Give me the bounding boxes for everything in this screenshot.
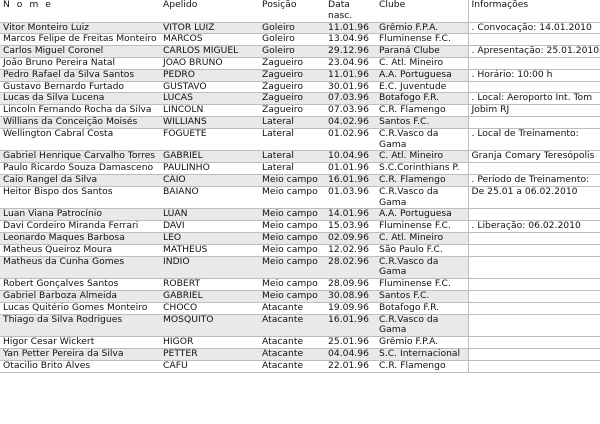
player-birthdate: 23.04.96 — [325, 57, 376, 69]
player-position: Meio campo — [259, 186, 325, 209]
table-row — [0, 244, 600, 256]
player-position: Lateral — [259, 128, 325, 151]
player-nickname: LUAN — [160, 209, 259, 221]
player-position: Atacante — [259, 348, 325, 360]
player-name: Lucas Quitério Gomes Monteiro — [0, 302, 160, 314]
player-birthdate: 15.03.96 — [325, 221, 376, 233]
player-position: Lateral — [259, 116, 325, 128]
player-name: Yan Petter Pereira da Silva — [0, 348, 160, 360]
player-name: Gabriel Henrique Carvalho Torres — [0, 151, 160, 163]
player-birthdate: 10.04.96 — [325, 151, 376, 163]
player-position: Goleiro — [259, 34, 325, 46]
table-row — [0, 186, 600, 209]
player-position: Meio campo — [259, 232, 325, 244]
player-birthdate: 07.03.96 — [325, 105, 376, 117]
table-row — [0, 34, 600, 46]
header-apelido: Apelido — [160, 0, 259, 22]
player-position: Zagueiro — [259, 69, 325, 81]
player-birthdate: 16.01.96 — [325, 314, 376, 337]
header-nome: N o m e — [0, 0, 160, 22]
player-club: Santos F.C. — [376, 290, 468, 302]
player-club: Fluminense F.C. — [376, 34, 468, 46]
player-nickname: PETTER — [160, 348, 259, 360]
player-nickname: CHOCO — [160, 302, 259, 314]
player-name: Carlos Miguel Coronel — [0, 46, 160, 58]
header-informacoes: Informações — [468, 0, 600, 22]
player-name: Lincoln Fernando Rocha da Silva — [0, 105, 160, 117]
info-note — [468, 163, 600, 175]
info-note — [468, 256, 600, 279]
player-club: C.R. Flamengo — [376, 360, 468, 372]
table-row — [0, 302, 600, 314]
player-club: Botafogo F.R. — [376, 93, 468, 105]
player-nickname: MATHEUS — [160, 244, 259, 256]
player-nickname: HIGOR — [160, 337, 259, 349]
player-position: Zagueiro — [259, 93, 325, 105]
player-position: Meio campo — [259, 244, 325, 256]
table-row — [0, 81, 600, 93]
player-position: Meio campo — [259, 256, 325, 279]
player-club: C. Atl. Mineiro — [376, 232, 468, 244]
player-birthdate: 01.01.96 — [325, 163, 376, 175]
table-row — [0, 163, 600, 175]
table-row — [0, 209, 600, 221]
table-row — [0, 232, 600, 244]
player-name: Luan Viana Patrocínio — [0, 209, 160, 221]
player-birthdate: 04.04.96 — [325, 348, 376, 360]
player-club: Fluminense F.C. — [376, 221, 468, 233]
player-birthdate: 14.01.96 — [325, 209, 376, 221]
table-row — [0, 348, 600, 360]
player-nickname: GABRIEL — [160, 151, 259, 163]
table-row — [0, 360, 600, 372]
player-nickname: LEO — [160, 232, 259, 244]
info-note — [468, 348, 600, 360]
info-note: De 25.01 a 06.02.2010 — [468, 186, 600, 209]
player-name: Lucas da Silva Lucena — [0, 93, 160, 105]
player-position: Meio campo — [259, 279, 325, 291]
player-position: Meio campo — [259, 174, 325, 186]
info-note — [468, 209, 600, 221]
player-name: Paulo Ricardo Souza Damasceno — [0, 163, 160, 175]
player-birthdate: 01.02.96 — [325, 128, 376, 151]
info-note — [468, 290, 600, 302]
player-nickname: PAULINHO — [160, 163, 259, 175]
player-nickname: MARCOS — [160, 34, 259, 46]
info-note — [468, 57, 600, 69]
player-nickname: DAVI — [160, 221, 259, 233]
table-row — [0, 22, 600, 34]
player-club: Fluminense F.C. — [376, 279, 468, 291]
player-club: C.R.Vasco da Gama — [376, 256, 468, 279]
player-position: Atacante — [259, 337, 325, 349]
player-birthdate: 29.12.96 — [325, 46, 376, 58]
player-nickname: CAFÚ — [160, 360, 259, 372]
player-name: Matheus Queiroz Moura — [0, 244, 160, 256]
player-position: Goleiro — [259, 22, 325, 34]
table-row — [0, 314, 600, 337]
player-name: Gustavo Bernardo Furtado — [0, 81, 160, 93]
player-nickname: ROBERT — [160, 279, 259, 291]
player-name: Robert Gonçalves Santos — [0, 279, 160, 291]
info-note: . Liberação: 06.02.2010 — [468, 221, 600, 233]
player-name: Gabriel Barboza Almeida — [0, 290, 160, 302]
player-birthdate: 12.02.96 — [325, 244, 376, 256]
player-name: Pedro Rafael da Silva Santos — [0, 69, 160, 81]
info-note: . Período de Treinamento: — [468, 174, 600, 186]
player-club: A.A. Portuguesa — [376, 69, 468, 81]
player-birthdate: 07.03.96 — [325, 93, 376, 105]
player-club: Grêmio F.P.A. — [376, 337, 468, 349]
info-note — [468, 116, 600, 128]
table-row — [0, 46, 600, 58]
info-note: Granja Comary Teresópolis — [468, 151, 600, 163]
player-nickname: LINCOLN — [160, 105, 259, 117]
info-note — [468, 81, 600, 93]
table-row — [0, 105, 600, 117]
player-club: Botafogo F.R. — [376, 302, 468, 314]
info-note — [468, 34, 600, 46]
player-club: São Paulo F.C. — [376, 244, 468, 256]
table-row — [0, 221, 600, 233]
info-note: . Horário: 10:00 h — [468, 69, 600, 81]
table-row — [0, 151, 600, 163]
player-position: Atacante — [259, 314, 325, 337]
player-nickname: GABRIEL — [160, 290, 259, 302]
player-position: Zagueiro — [259, 105, 325, 117]
player-position: Lateral — [259, 163, 325, 175]
player-nickname: CARLOS MIGUEL — [160, 46, 259, 58]
info-note — [468, 360, 600, 372]
player-club: Santos F.C. — [376, 116, 468, 128]
info-note — [468, 232, 600, 244]
player-club: C.R. Flamengo — [376, 174, 468, 186]
player-club: Grêmio F.P.A. — [376, 22, 468, 34]
player-name: Wellington Cabral Costa — [0, 128, 160, 151]
header-clube: Clube — [376, 0, 468, 22]
player-position: Meio campo — [259, 221, 325, 233]
player-position: Meio campo — [259, 209, 325, 221]
table-row — [0, 128, 600, 151]
player-name: João Bruno Pereira Natal — [0, 57, 160, 69]
table-row — [0, 69, 600, 81]
player-birthdate: 16.01.96 — [325, 174, 376, 186]
player-club: S.C. Internacional — [376, 348, 468, 360]
player-birthdate: 02.09.96 — [325, 232, 376, 244]
player-birthdate: 30.08.96 — [325, 290, 376, 302]
player-birthdate: 25.01.96 — [325, 337, 376, 349]
player-club: C. Atl. Mineiro — [376, 57, 468, 69]
player-name: Vitor Monteiro Luiz — [0, 22, 160, 34]
player-name: Davi Cordeiro Miranda Ferrari — [0, 221, 160, 233]
player-birthdate: 30.01.96 — [325, 81, 376, 93]
info-note: . Convocação: 14.01.2010 — [468, 22, 600, 34]
header-posicao: Posição — [259, 0, 325, 22]
player-birthdate: 01.03.96 — [325, 186, 376, 209]
player-nickname: JOÃO BRUNO — [160, 57, 259, 69]
player-nickname: LUCAS — [160, 93, 259, 105]
player-nickname: INDIO — [160, 256, 259, 279]
player-club: C.R. Flamengo — [376, 105, 468, 117]
player-nickname: FOGUETE — [160, 128, 259, 151]
player-birthdate: 22.01.96 — [325, 360, 376, 372]
player-nickname: MOSQUITO — [160, 314, 259, 337]
player-name: Marcos Felipe de Freitas Monteiro — [0, 34, 160, 46]
player-name: Thiago da Silva Rodrigues — [0, 314, 160, 337]
info-note — [468, 279, 600, 291]
player-club: C.R.Vasco da Gama — [376, 186, 468, 209]
player-club: C.R.Vasco da Gama — [376, 314, 468, 337]
player-nickname: CAIO — [160, 174, 259, 186]
info-note — [468, 314, 600, 337]
table-row — [0, 93, 600, 105]
player-nickname: BAIANO — [160, 186, 259, 209]
player-club: E.C. Juventude — [376, 81, 468, 93]
player-club: C. Atl. Mineiro — [376, 151, 468, 163]
player-nickname: WILLIANS — [160, 116, 259, 128]
player-position: Meio campo — [259, 290, 325, 302]
player-birthdate: 28.02.96 — [325, 256, 376, 279]
player-position: Lateral — [259, 151, 325, 163]
player-position: Zagueiro — [259, 57, 325, 69]
info-note: Jobim RJ — [468, 105, 600, 117]
player-birthdate: 11.01.96 — [325, 69, 376, 81]
player-club: S.C.Corinthians P. — [376, 163, 468, 175]
player-nickname: VITOR LUIZ — [160, 22, 259, 34]
player-birthdate: 11.01.96 — [325, 22, 376, 34]
header-data-nasc: Data nasc. — [325, 0, 376, 22]
table-row — [0, 337, 600, 349]
table-row — [0, 57, 600, 69]
player-name: Matheus da Cunha Gomes — [0, 256, 160, 279]
player-name: Leonardo Maques Barbosa — [0, 232, 160, 244]
header-row — [0, 0, 600, 22]
player-birthdate: 13.04.96 — [325, 34, 376, 46]
player-name: Caio Rangel da Silva — [0, 174, 160, 186]
player-club: Paraná Clube — [376, 46, 468, 58]
info-note: . Apresentação: 25.01.2010 — [468, 46, 600, 58]
player-birthdate: 28.09.96 — [325, 279, 376, 291]
player-nickname: PEDRO — [160, 69, 259, 81]
player-name: Otacilio Brito Alves — [0, 360, 160, 372]
player-name: Willians da Conceição Moisés — [0, 116, 160, 128]
roster-body — [0, 22, 600, 372]
info-note — [468, 244, 600, 256]
player-position: Goleiro — [259, 46, 325, 58]
table-row — [0, 290, 600, 302]
table-row — [0, 279, 600, 291]
info-note — [468, 302, 600, 314]
player-position: Zagueiro — [259, 81, 325, 93]
info-note — [468, 337, 600, 349]
player-name: Heitor Bispo dos Santos — [0, 186, 160, 209]
player-birthdate: 04.02.96 — [325, 116, 376, 128]
info-note: . Local: Aeroporto Int. Tom — [468, 93, 600, 105]
player-birthdate: 19.09.96 — [325, 302, 376, 314]
player-club: C.R.Vasco da Gama — [376, 128, 468, 151]
info-note: . Local de Treinamento: — [468, 128, 600, 151]
player-nickname: GUSTAVO — [160, 81, 259, 93]
player-club: A.A. Portuguesa — [376, 209, 468, 221]
player-name: Higor Cesar Wickert — [0, 337, 160, 349]
table-row — [0, 256, 600, 279]
table-row — [0, 116, 600, 128]
table-row — [0, 174, 600, 186]
player-position: Atacante — [259, 360, 325, 372]
player-position: Atacante — [259, 302, 325, 314]
